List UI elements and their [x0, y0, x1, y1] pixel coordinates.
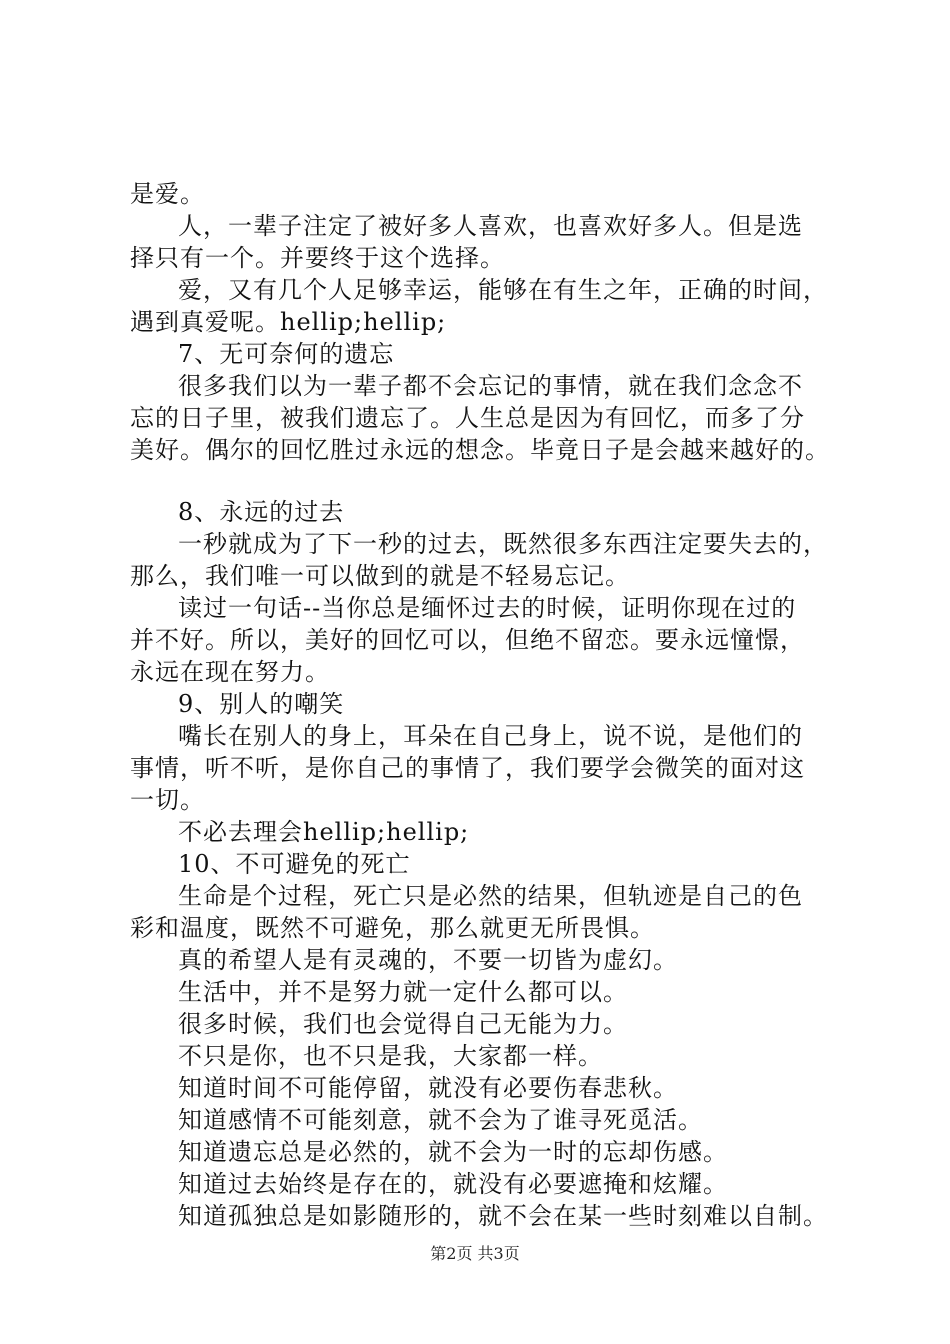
paragraph-line: 生命是个过程，死亡只是必然的结果，但轨迹是自己的色 — [178, 882, 803, 910]
paragraph-line: 知道时间不可能停留，就没有必要伤春悲秋。 — [178, 1074, 678, 1102]
paragraph-line: 遇到真爱呢。hellip;hellip; — [130, 308, 447, 336]
paragraph-line: 一秒就成为了下一秒的过去，既然很多东西注定要失去的， — [178, 530, 828, 558]
paragraph-line: 生活中，并不是努力就一定什么都可以。 — [178, 978, 628, 1006]
paragraph-line: 一切。 — [130, 786, 205, 814]
paragraph-line: 嘴长在别人的身上，耳朵在自己身上，说不说，是他们的 — [178, 722, 803, 750]
paragraph-line: 很多时候，我们也会觉得自己无能为力。 — [178, 1010, 628, 1038]
paragraph-line: 知道过去始终是存在的，就没有必要遮掩和炫耀。 — [178, 1170, 728, 1198]
paragraph-line: 知道感情不可能刻意，就不会为了谁寻死觅活。 — [178, 1106, 703, 1134]
paragraph-line: 美好。偶尔的回忆胜过永远的想念。毕竟日子是会越来越好的。 — [130, 436, 830, 464]
section-heading: 9、别人的嘲笑 — [178, 690, 345, 718]
paragraph-line: 知道遗忘总是必然的，就不会为一时的忘却伤感。 — [178, 1138, 728, 1166]
section-heading: 10、不可避免的死亡 — [178, 850, 411, 878]
paragraph-line: 是爱。 — [130, 180, 205, 208]
paragraph-line: 真的希望人是有灵魂的，不要一切皆为虚幻。 — [178, 946, 678, 974]
paragraph-line: 不只是你，也不只是我，大家都一样。 — [178, 1042, 603, 1070]
paragraph-line: 事情，听不听，是你自己的事情了，我们要学会微笑的面对这 — [130, 754, 805, 782]
paragraph-line: 知道孤独总是如影随形的，就不会在某一些时刻难以自制。 — [178, 1202, 828, 1230]
paragraph-line: 爱，又有几个人足够幸运，能够在有生之年，正确的时间， — [178, 276, 828, 304]
paragraph-line: 那么，我们唯一可以做到的就是不轻易忘记。 — [130, 562, 630, 590]
paragraph-line: 并不好。所以，美好的回忆可以，但绝不留恋。要永远憧憬， — [130, 626, 805, 654]
paragraph-line: 人，一辈子注定了被好多人喜欢，也喜欢好多人。但是选 — [178, 212, 803, 240]
paragraph-line: 忘的日子里，被我们遗忘了。人生总是因为有回忆，而多了分 — [130, 404, 805, 432]
section-heading: 7、无可奈何的遗忘 — [178, 340, 395, 368]
paragraph-line: 不必去理会hellip;hellip; — [178, 818, 470, 846]
paragraph-line: 永远在现在努力。 — [130, 658, 330, 686]
page-number-footer: 第2页 共3页 — [430, 1244, 520, 1263]
paragraph-line: 读过一句话--当你总是缅怀过去的时候，证明你现在过的 — [178, 594, 797, 622]
paragraph-line: 择只有一个。并要终于这个选择。 — [130, 244, 505, 272]
paragraph-line: 很多我们以为一辈子都不会忘记的事情，就在我们念念不 — [178, 372, 803, 400]
section-heading: 8、永远的过去 — [178, 498, 345, 526]
paragraph-line: 彩和温度，既然不可避免，那么就更无所畏惧。 — [130, 914, 655, 942]
